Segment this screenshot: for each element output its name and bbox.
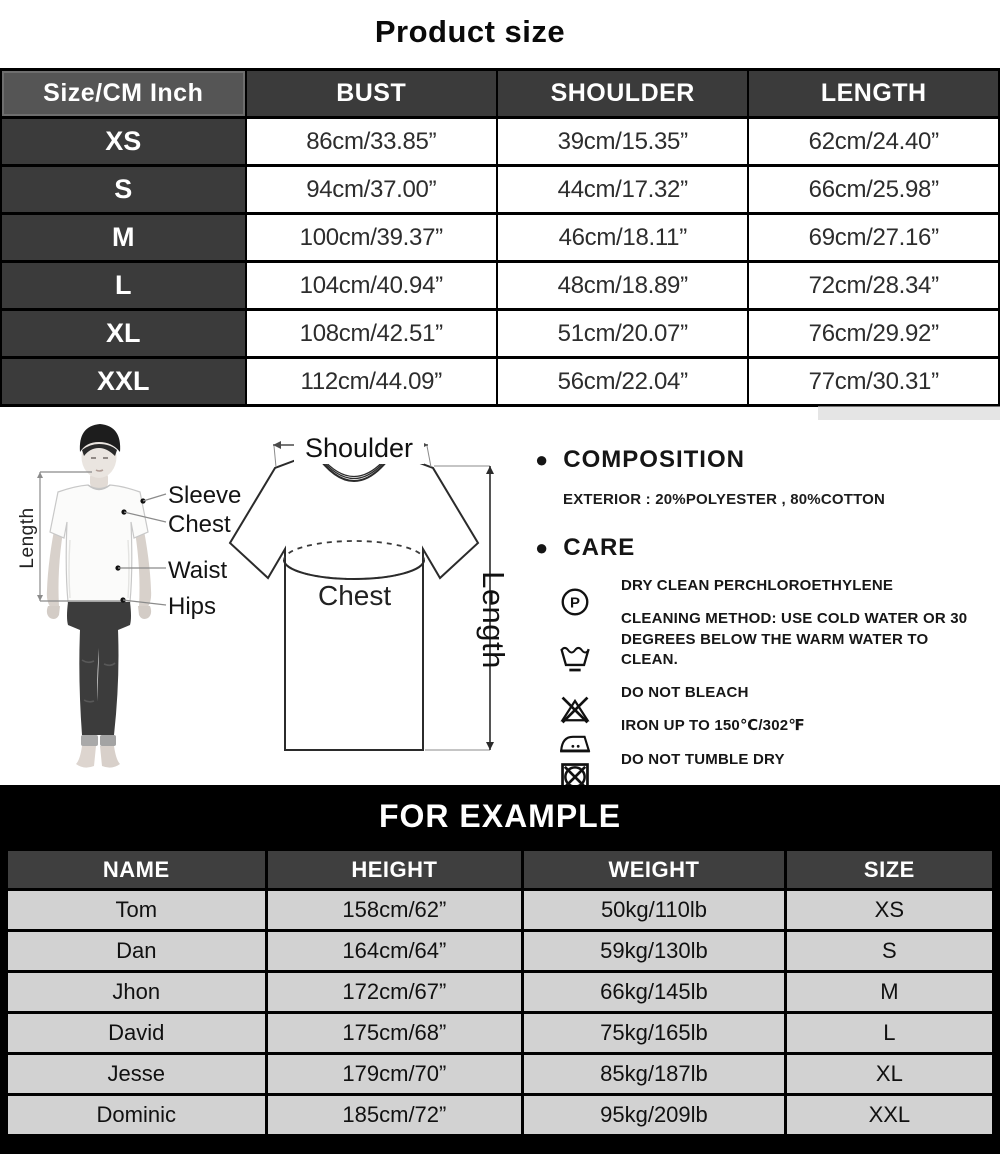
care-text: IRON UP TO 150℃/302℉ bbox=[621, 717, 805, 735]
example-table bbox=[5, 848, 995, 1137]
size-table-header-shoulder: SHOULDER bbox=[497, 70, 748, 118]
length-value: 77cm/30.31” bbox=[748, 358, 999, 406]
care-item-no-tumble-dry bbox=[553, 750, 990, 770]
size-label: XS bbox=[1, 118, 246, 166]
length-value: 76cm/29.92” bbox=[748, 310, 999, 358]
care-list bbox=[553, 576, 990, 770]
care-item-no-bleach bbox=[553, 683, 990, 703]
svg-text:P: P bbox=[570, 594, 580, 612]
shoulder-value: 56cm/22.04” bbox=[497, 358, 748, 406]
example-row-dominic bbox=[7, 1095, 994, 1136]
table-shadow-artifact bbox=[818, 406, 1000, 420]
shirt-chest-label: Chest bbox=[318, 580, 392, 611]
person-height: 172cm/67” bbox=[266, 972, 523, 1013]
example-row-jesse bbox=[7, 1054, 994, 1095]
person-height: 164cm/64” bbox=[266, 931, 523, 972]
size-table-row-m bbox=[1, 214, 999, 262]
length-value: 66cm/25.98” bbox=[748, 166, 999, 214]
person-weight: 95kg/209lb bbox=[523, 1095, 786, 1136]
model-waist-label: Waist bbox=[168, 557, 228, 584]
fit-guide-section bbox=[0, 420, 1000, 785]
person-height: 179cm/70” bbox=[266, 1054, 523, 1095]
bust-value: 108cm/42.51” bbox=[246, 310, 497, 358]
size-table-header-size-cm-inch: Size/CM Inch bbox=[1, 70, 246, 118]
length-value: 72cm/28.34” bbox=[748, 262, 999, 310]
shoulder-value: 39cm/15.35” bbox=[497, 118, 748, 166]
bust-value: 104cm/40.94” bbox=[246, 262, 497, 310]
example-header-size: SIZE bbox=[785, 850, 993, 890]
person-weight: 50kg/110lb bbox=[523, 890, 786, 931]
person-name: Jhon bbox=[7, 972, 267, 1013]
size-table-header-row bbox=[1, 70, 999, 118]
example-section bbox=[0, 785, 1000, 1154]
size-table bbox=[0, 68, 1000, 407]
person-name: Tom bbox=[7, 890, 267, 931]
shoulder-value: 46cm/18.11” bbox=[497, 214, 748, 262]
person-size: L bbox=[785, 1013, 993, 1054]
care-text: DO NOT BLEACH bbox=[621, 684, 749, 701]
composition-heading-text: COMPOSITION bbox=[563, 446, 745, 473]
bust-value: 112cm/44.09” bbox=[246, 358, 497, 406]
person-name: David bbox=[7, 1013, 267, 1054]
bust-value: 100cm/39.37” bbox=[246, 214, 497, 262]
page-title: Product size bbox=[374, 14, 566, 49]
length-value: 62cm/24.40” bbox=[748, 118, 999, 166]
person-size: XS bbox=[785, 890, 993, 931]
person-size: M bbox=[785, 972, 993, 1013]
care-item-dry-clean bbox=[553, 576, 990, 612]
size-label: S bbox=[1, 166, 246, 214]
size-label: XXL bbox=[1, 358, 246, 406]
person-weight: 75kg/165lb bbox=[523, 1013, 786, 1054]
example-row-david bbox=[7, 1013, 994, 1054]
model-sleeve-label: Sleeve bbox=[168, 482, 242, 509]
size-table-header-length: LENGTH bbox=[748, 70, 999, 118]
shoulder-value: 44cm/17.32” bbox=[497, 166, 748, 214]
shoulder-value: 48cm/18.89” bbox=[497, 262, 748, 310]
composition-detail: EXTERIOR : 20%POLYESTER , 80%COTTON bbox=[563, 491, 886, 508]
length-value: 69cm/27.16” bbox=[748, 214, 999, 262]
model-chest-label: Chest bbox=[168, 511, 231, 538]
size-label: L bbox=[1, 262, 246, 310]
person-weight: 85kg/187lb bbox=[523, 1054, 786, 1095]
example-header-name: NAME bbox=[7, 850, 267, 890]
composition-heading bbox=[535, 446, 990, 474]
person-height: 185cm/72” bbox=[266, 1095, 523, 1136]
care-heading bbox=[535, 534, 990, 562]
person-name: Dan bbox=[7, 931, 267, 972]
shoulder-value: 51cm/20.07” bbox=[497, 310, 748, 358]
size-label: XL bbox=[1, 310, 246, 358]
model-hips-label: Hips bbox=[168, 593, 217, 620]
size-table-row-s bbox=[1, 166, 999, 214]
shirt-shoulder-label: Shoulder bbox=[294, 433, 424, 464]
size-table-header-bust: BUST bbox=[246, 70, 497, 118]
size-table-row-xs bbox=[1, 118, 999, 166]
care-heading-text: CARE bbox=[563, 534, 636, 561]
bust-value: 86cm/33.85” bbox=[246, 118, 497, 166]
person-size: XL bbox=[785, 1054, 993, 1095]
person-height: 175cm/68” bbox=[266, 1013, 523, 1054]
size-label: M bbox=[1, 214, 246, 262]
care-item-iron bbox=[553, 716, 990, 736]
size-table-row-l bbox=[1, 262, 999, 310]
person-size: XXL bbox=[785, 1095, 993, 1136]
person-weight: 59kg/130lb bbox=[523, 931, 786, 972]
care-text: CLEANING METHOD: USE COLD WATER OR 30 DEGREES BELOW THE WARM WATER TO CLEAN. bbox=[621, 610, 968, 668]
example-header-height: HEIGHT bbox=[266, 850, 523, 890]
care-text: DO NOT TUMBLE DRY bbox=[621, 750, 785, 768]
person-name: Jesse bbox=[7, 1054, 267, 1095]
size-table-row-xxl bbox=[1, 358, 999, 406]
model-length-label: Length bbox=[17, 507, 38, 569]
example-header-weight: WEIGHT bbox=[523, 850, 786, 890]
care-item-wash-cold bbox=[553, 609, 990, 670]
example-row-dan bbox=[7, 931, 994, 972]
example-row-tom bbox=[7, 890, 994, 931]
example-banner-title: FOR EXAMPLE bbox=[378, 798, 622, 834]
bullet-icon: ● bbox=[535, 535, 550, 560]
person-name: Dominic bbox=[7, 1095, 267, 1136]
care-text: DRY CLEAN PERCHLOROETHYLENE bbox=[621, 577, 894, 594]
example-row-jhon bbox=[7, 972, 994, 1013]
bust-value: 94cm/37.00” bbox=[246, 166, 497, 214]
shirt-length-label: Length bbox=[476, 571, 511, 669]
size-table-row-xl bbox=[1, 310, 999, 358]
person-weight: 66kg/145lb bbox=[523, 972, 786, 1013]
bullet-icon: ● bbox=[535, 447, 550, 472]
composition-care-panel bbox=[535, 446, 990, 770]
person-size: S bbox=[785, 931, 993, 972]
person-height: 158cm/62” bbox=[266, 890, 523, 931]
example-table-header-row bbox=[7, 850, 994, 890]
